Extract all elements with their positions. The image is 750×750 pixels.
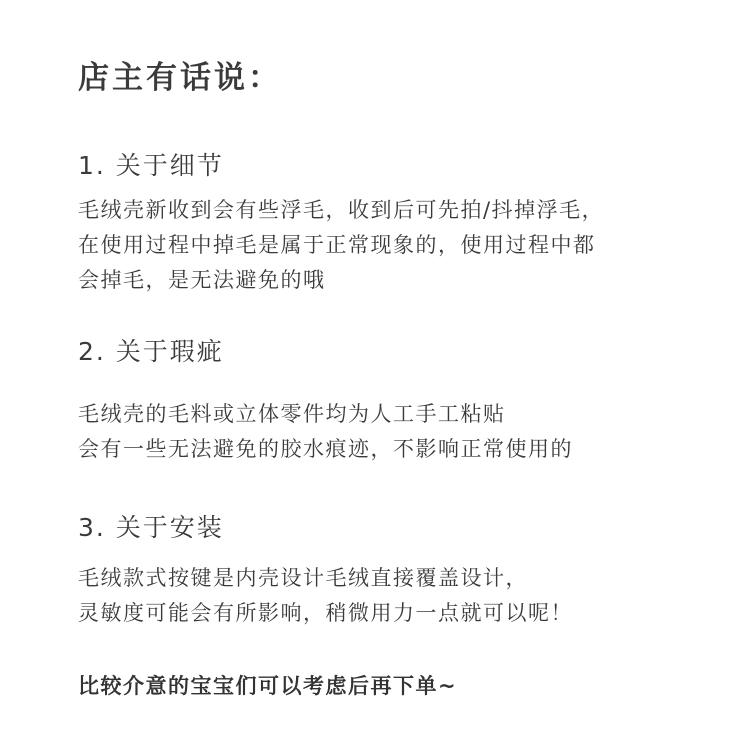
section-details-line: 会掉毛，是无法避免的哦 bbox=[78, 268, 326, 292]
section-heading-installation: 3. 关于安装 bbox=[78, 513, 224, 542]
section-installation-line: 毛绒款式按键是内壳设计毛绒直接覆盖设计， bbox=[78, 566, 528, 590]
section-heading-flaws: 2. 关于瑕疵 bbox=[78, 337, 224, 366]
section-heading-details: 1. 关于细节 bbox=[78, 151, 224, 180]
section-flaws-line: 会有一些无法避免的胶水痕迹，不影响正常使用的 bbox=[78, 437, 573, 461]
section-flaws-line: 毛绒壳的毛料或立体零件均为人工手工粘贴 bbox=[78, 402, 506, 426]
footer-note: 比较介意的宝宝们可以考虑后再下单~ bbox=[78, 674, 458, 698]
section-details-line: 毛绒壳新收到会有些浮毛，收到后可先拍/抖掉浮毛， bbox=[78, 198, 605, 222]
section-details-line: 在使用过程中掉毛是属于正常现象的，使用过程中都 bbox=[78, 233, 596, 257]
section-installation-line: 灵敏度可能会有所影响，稍微用力一点就可以呢！ bbox=[78, 601, 573, 625]
page-title: 店主有话说： bbox=[78, 60, 282, 96]
